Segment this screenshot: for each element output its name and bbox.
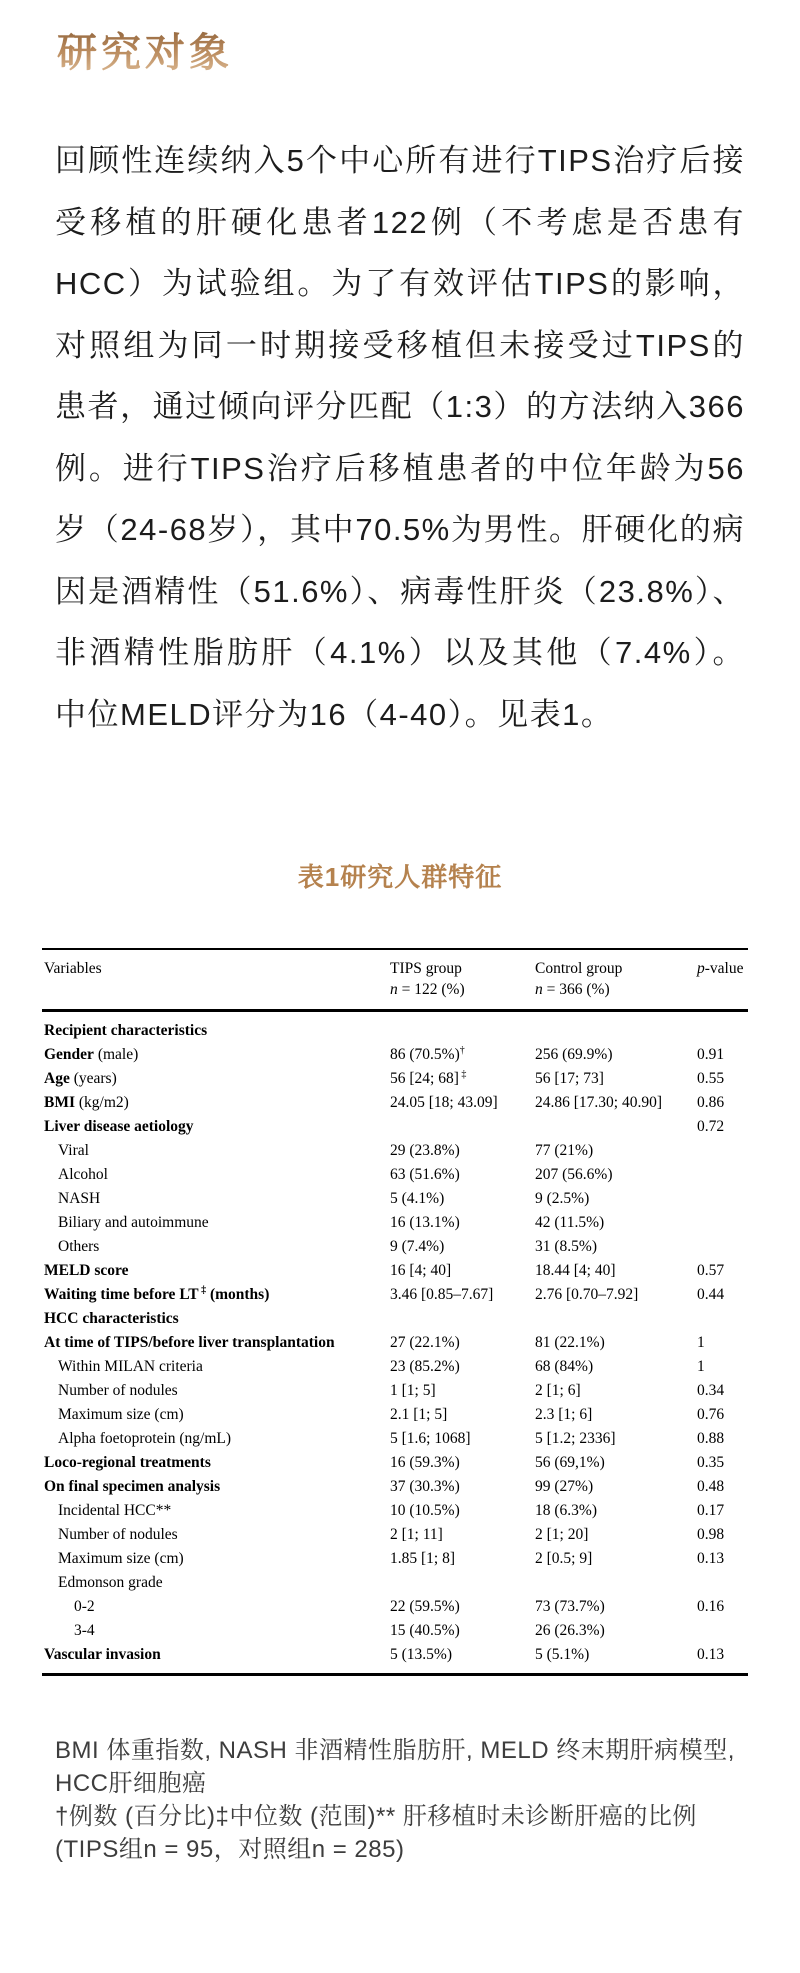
table-row (42, 1522, 748, 1546)
table-row (42, 1234, 748, 1258)
tips-group-cell: 1.85 [1; 8] (390, 1549, 456, 1567)
variable-cell: Waiting time before LT ‡ (months) (44, 1284, 270, 1303)
footnote-line: (TIPS组n = 95，对照组n = 285) (55, 1836, 405, 1863)
table-row (42, 1402, 748, 1426)
p-value-cell: 0.13 (697, 1549, 725, 1567)
control-group-cell: 81 (22.1%) (535, 1333, 605, 1351)
variable-cell: 3-4 (74, 1621, 95, 1639)
tips-group-cell: 5 (13.5%) (390, 1645, 452, 1663)
table-row (42, 1210, 748, 1234)
p-value-cell: 0.55 (697, 1069, 725, 1087)
control-group-cell: 73 (73.7%) (535, 1597, 605, 1615)
table-row (42, 1642, 748, 1666)
control-group-cell: 256 (69.9%) (535, 1045, 613, 1063)
variable-cell: NASH (58, 1189, 101, 1207)
tips-group-cell: 56 [24; 68] ‡ (390, 1068, 467, 1087)
tips-group-n: n = 122 (%) (390, 981, 465, 998)
variable-cell: 0-2 (74, 1597, 95, 1615)
table-row (42, 1618, 748, 1642)
variable-cell: Number of nodules (58, 1381, 178, 1399)
table-row (42, 1354, 748, 1378)
variable-cell: Vascular invasion (44, 1645, 161, 1663)
variable-cell: On final specimen analysis (44, 1477, 221, 1495)
control-group-cell: 18.44 [4; 40] (535, 1261, 616, 1279)
variable-cell: BMI (kg/m2) (44, 1093, 129, 1111)
section-title: 研究对象 (57, 30, 233, 75)
table-footnotes (55, 1734, 745, 1866)
table-body (42, 1012, 748, 1673)
variable-cell: Maximum size (cm) (58, 1549, 184, 1567)
p-value-cell: 0.88 (697, 1429, 725, 1447)
table-row (42, 1066, 748, 1090)
control-group-cell: 18 (6.3%) (535, 1501, 597, 1519)
control-group-n: n = 366 (%) (535, 981, 610, 998)
table-header-p-value: p-value (697, 960, 744, 977)
tips-group-label: TIPS group (390, 960, 462, 977)
variable-cell: Alpha foetoprotein (ng/mL) (58, 1429, 232, 1447)
tips-group-cell: 37 (30.3%) (390, 1477, 460, 1495)
control-group-cell: 68 (84%) (535, 1357, 594, 1375)
table-row (42, 1258, 748, 1282)
p-value-cell: 0.13 (697, 1645, 725, 1663)
table-row (42, 1474, 748, 1498)
variable-cell: Gender (male) (44, 1045, 139, 1063)
table-row (42, 1498, 748, 1522)
table-row (42, 1306, 748, 1330)
p-value-cell: 0.16 (697, 1597, 725, 1615)
control-group-cell: 42 (11.5%) (535, 1213, 605, 1231)
control-group-cell: 207 (56.6%) (535, 1165, 613, 1183)
table-row (42, 1426, 748, 1450)
table-row (42, 1138, 748, 1162)
control-group-label: Control group (535, 960, 623, 977)
p-value-cell: 0.98 (697, 1525, 725, 1543)
tips-group-cell: 3.46 [0.85–7.67] (390, 1285, 494, 1303)
control-group-cell: 9 (2.5%) (535, 1189, 590, 1207)
table-caption: 表1研究人群特征 (297, 862, 503, 892)
table-header-control-group (533, 958, 695, 1000)
control-group-cell: 2 [1; 6] (535, 1381, 581, 1399)
tips-group-cell: 15 (40.5%) (390, 1621, 460, 1639)
tips-group-cell: 23 (85.2%) (390, 1357, 460, 1375)
variable-cell: At time of TIPS/before liver transplantation (44, 1333, 335, 1351)
control-group-cell: 24.86 [17.30; 40.90] (535, 1093, 663, 1111)
control-group-cell: 56 (69,1%) (535, 1453, 605, 1471)
variable-cell: Number of nodules (58, 1525, 178, 1543)
control-group-cell: 2 [1; 20] (535, 1525, 589, 1543)
variable-cell: Age (years) (44, 1069, 117, 1087)
tips-group-cell: 16 (59.3%) (390, 1453, 460, 1471)
p-value-cell: 0.35 (697, 1453, 725, 1471)
p-value-cell: 0.72 (697, 1117, 725, 1135)
tips-group-cell: 10 (10.5%) (390, 1501, 460, 1519)
tips-group-cell: 63 (51.6%) (390, 1165, 460, 1183)
p-value-cell: 0.48 (697, 1477, 725, 1495)
variable-cell: Maximum size (cm) (58, 1405, 184, 1423)
p-value-cell: 0.76 (697, 1405, 725, 1423)
p-value-cell: 0.34 (697, 1381, 725, 1399)
p-value-cell: 0.44 (697, 1285, 725, 1303)
tips-group-cell: 9 (7.4%) (390, 1237, 445, 1255)
control-group-cell: 2.76 [0.70–7.92] (535, 1285, 639, 1303)
study-population-table (42, 948, 748, 1676)
control-group-cell: 5 [1.2; 2336] (535, 1429, 616, 1447)
control-group-cell: 2.3 [1; 6] (535, 1405, 593, 1423)
table-row (42, 1114, 748, 1138)
variable-cell: Within MILAN criteria (58, 1357, 203, 1375)
variable-cell: Loco-regional treatments (44, 1453, 211, 1471)
p-value-cell: 1 (697, 1357, 705, 1375)
tips-group-cell: 16 [4; 40] (390, 1261, 452, 1279)
footnote-line: HCC肝细胞癌 (55, 1770, 207, 1797)
tips-group-cell: 5 (4.1%) (390, 1189, 445, 1207)
table-row (42, 1330, 748, 1354)
table-row (42, 1042, 748, 1066)
table-row (42, 1018, 748, 1042)
variable-cell: Incidental HCC** (58, 1501, 172, 1519)
table-row (42, 1186, 748, 1210)
control-group-cell: 26 (26.3%) (535, 1621, 605, 1639)
footnote-line: †例数 (百分比)‡中位数 (范围)** 肝移植时未诊断肝癌的比例 (55, 1803, 697, 1830)
footnote-line: BMI 体重指数, NASH 非酒精性脂肪肝, MELD 终末期肝病模型, (55, 1737, 735, 1764)
variable-cell: Biliary and autoimmune (58, 1213, 209, 1231)
table-row (42, 1546, 748, 1570)
tips-group-cell: 27 (22.1%) (390, 1333, 460, 1351)
table-row (42, 1282, 748, 1306)
tips-group-cell: 2 [1; 11] (390, 1525, 443, 1543)
tips-group-cell: 24.05 [18; 43.09] (390, 1093, 498, 1111)
variable-cell: Alcohol (58, 1165, 108, 1183)
p-value-cell: 1 (697, 1333, 705, 1351)
table-row (42, 1162, 748, 1186)
body-paragraph: 回顾性连续纳入5个中心所有进行TIPS治疗后接受移植的肝硬化患者122例（不考虑是否患有HCC）为试验组。为了有效评估TIPS的影响，对照组为同一时期接受移植但未接受过TIPS的患者，通过倾向评分匹配（1:3）的方法纳入366例。进行TIPS治疗后移植患者的中位年龄为56岁（24-68岁），其中70.5%为男性。肝硬化的病因是酒精性（51.6%）、病毒性肝炎（23.8%）、非酒精性脂肪肝（4.1%）以及其他（7.4%）。中位MELD评分为16（4-40）。见表1。 (55, 143, 745, 732)
table-row (42, 1570, 748, 1594)
table-header-variables: Variables (44, 960, 102, 977)
table-row (42, 1378, 748, 1402)
table-row (42, 1450, 748, 1474)
p-value-cell: 0.17 (697, 1501, 725, 1519)
control-group-cell: 77 (21%) (535, 1141, 594, 1159)
tips-group-cell: 5 [1.6; 1068] (390, 1429, 471, 1447)
tips-group-cell: 29 (23.8%) (390, 1141, 460, 1159)
control-group-cell: 31 (8.5%) (535, 1237, 597, 1255)
variable-cell: Recipient characteristics (44, 1021, 208, 1039)
variable-cell: Viral (58, 1141, 89, 1159)
variable-cell: HCC characteristics (44, 1309, 179, 1327)
p-value-cell: 0.57 (697, 1261, 725, 1279)
variable-cell: Others (58, 1237, 100, 1255)
tips-group-cell: 16 (13.1%) (390, 1213, 460, 1231)
table-header-tips-group (388, 958, 533, 1000)
control-group-cell: 56 [17; 73] (535, 1069, 604, 1087)
tips-group-cell: 1 [1; 5] (390, 1381, 436, 1399)
tips-group-cell: 86 (70.5%)† (390, 1044, 465, 1063)
tips-group-cell: 22 (59.5%) (390, 1597, 460, 1615)
variable-cell: Edmonson grade (58, 1573, 163, 1591)
p-value-cell: 0.91 (697, 1045, 725, 1063)
control-group-cell: 99 (27%) (535, 1477, 594, 1495)
control-group-cell: 5 (5.1%) (535, 1645, 590, 1663)
variable-cell: Liver disease aetiology (44, 1117, 194, 1135)
tips-group-cell: 2.1 [1; 5] (390, 1405, 448, 1423)
p-value-cell: 0.86 (697, 1093, 725, 1111)
table-header-row (42, 948, 748, 1012)
control-group-cell: 2 [0.5; 9] (535, 1549, 593, 1567)
table-row (42, 1090, 748, 1114)
variable-cell: MELD score (44, 1261, 129, 1279)
table-row (42, 1594, 748, 1618)
